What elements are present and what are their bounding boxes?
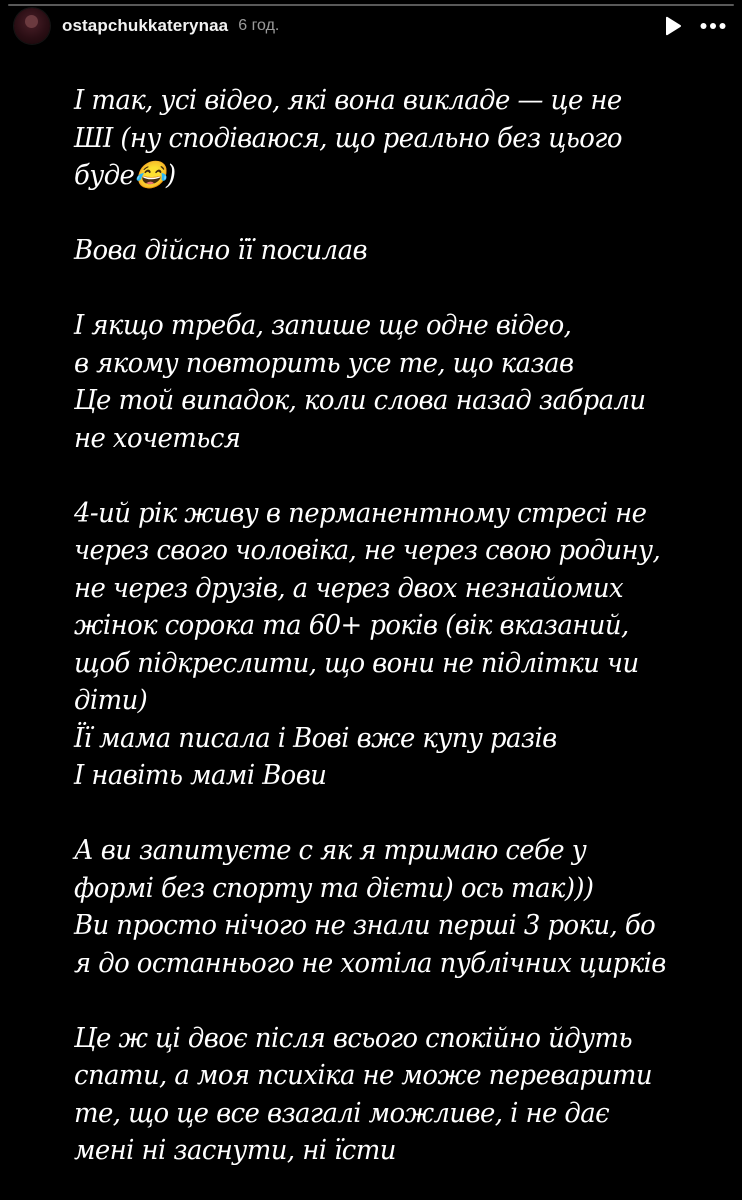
more-options-icon — [700, 22, 726, 30]
story-text-line: через свого чоловіка, не через свою родину, — [74, 535, 661, 566]
story-header — [14, 8, 728, 44]
story-text-line: ШІ (ну сподіваюся, що реально без цього — [74, 122, 622, 154]
username-label[interactable]: ostapchukkaterynaa — [62, 16, 229, 35]
post-time-label: 6 год. — [238, 17, 280, 34]
story-text-line: в якому повторить усе те, що казав — [74, 347, 574, 379]
more-options-button[interactable] — [698, 11, 728, 41]
paragraph-spacer — [74, 795, 688, 833]
story-text-line: жінок сорока та 60+ років (вік вказаний, — [74, 610, 629, 641]
story-text-content — [74, 82, 688, 1170]
story-text-line: щоб підкреслити, що вони не підлітки чи — [74, 647, 639, 679]
story-text-line: діти) — [74, 685, 148, 716]
story-text-line: не хочеться — [74, 422, 241, 454]
story-paragraph — [74, 832, 688, 982]
story-text-line: А ви запитуєте с як я тримаю себе у — [74, 835, 587, 866]
profile-avatar[interactable] — [14, 8, 50, 44]
story-text-line: не через друзів, а через двох незнайомих — [74, 572, 624, 604]
story-text-line: Ви просто нічого не знали перші 3 роки, бо — [74, 910, 656, 941]
story-progress-bar — [8, 4, 734, 6]
story-text-line: Це той випадок, коли слова назад забрали — [74, 385, 646, 416]
story-text-line: буде😂) — [74, 160, 176, 191]
story-text-line: формі без спорту та дієти) ось так))) — [74, 872, 594, 904]
paragraph-spacer — [74, 457, 688, 495]
story-text-line: я до останнього не хотіла публічних цирків — [74, 947, 666, 979]
story-text-line: Вова дійсно її посилав — [74, 235, 367, 266]
paragraph-spacer — [74, 982, 688, 1020]
story-text-line: І якщо треба, запише ще одне відео, — [74, 310, 572, 341]
play-button[interactable] — [658, 11, 688, 41]
story-paragraph — [74, 232, 688, 270]
paragraph-spacer — [74, 270, 688, 308]
paragraph-spacer — [74, 195, 688, 233]
play-icon — [664, 16, 682, 36]
story-paragraph — [74, 1020, 688, 1170]
story-text-line: Її мама писала і Вові вже купу разів — [74, 722, 557, 754]
story-text-line: мені ні заснути, ні їсти — [74, 1135, 396, 1166]
story-text-line: спати, а моя психіка не може переварити — [74, 1060, 652, 1091]
story-paragraph — [74, 495, 688, 795]
story-text-line: те, що це все взагалі можливе, і не дає — [74, 1097, 610, 1129]
story-text-line: І навіть мамі Вови — [74, 760, 327, 791]
story-text-line: Це ж ці двоє після всього спокійно йдуть — [74, 1022, 633, 1054]
story-paragraph — [74, 82, 688, 195]
story-text-line: 4-ий рік живу в перманентному стресі не — [74, 497, 647, 529]
story-text-line: І так, усі відео, які вона викладе — це не — [74, 85, 622, 116]
story-paragraph — [74, 307, 688, 457]
